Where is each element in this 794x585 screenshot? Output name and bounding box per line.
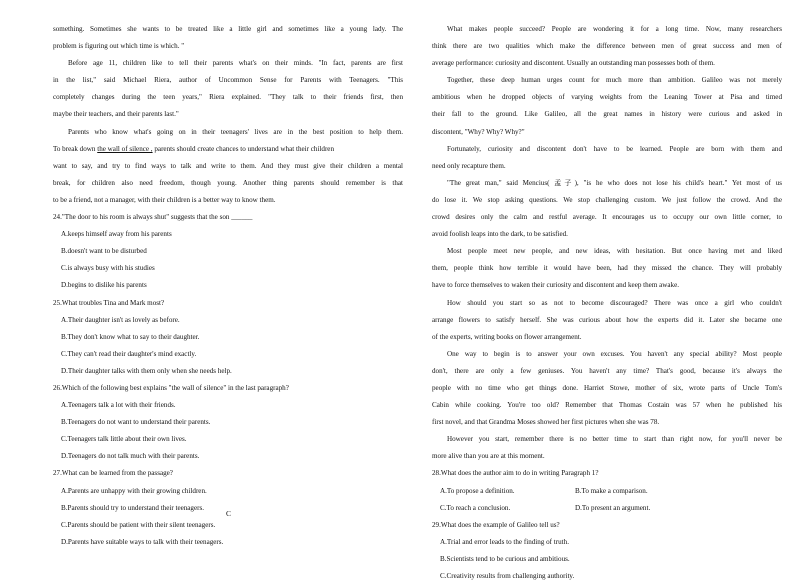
paragraph-line: something. Sometimes she wants to be treated like a little girl and sometimes like a young lady. The: [53, 25, 403, 33]
answer-option: D.begins to dislike his parents: [61, 281, 147, 290]
answer-option: B.Teenagers do not want to understand their parents.: [61, 418, 211, 427]
paragraph-line: them, people think how terrible it would have been, had they missed the chance. They will probably: [432, 264, 782, 273]
text-span: To break down: [53, 144, 98, 153]
answer-option: A.Teenagers talk a lot with their friends.: [61, 401, 176, 410]
answer-option-row: [432, 500, 782, 517]
answer-option: A.Parents are unhappy with their growing children.: [61, 486, 207, 495]
paragraph-line: "The great man," said Mencius( 孟子), "is he who does not lose his child's heart." Yet most of us: [447, 178, 782, 187]
paragraph-line: in the list," said Michael Riera, author of Uncommon Sense for Parents with Teenagers. "This: [53, 76, 403, 85]
answer-option: B.Scientists tend to be curious and ambitious.: [440, 554, 570, 563]
paragraph-line: people with no time who get things done. Harriet Stowe, mother of six, wrote parts of Uncle Tom's: [432, 383, 782, 392]
paragraph-line: completely changes during the teen years," Riera explained. "They talk to their friends first, then: [53, 93, 403, 102]
paragraph-line: to be a friend, not a manager, with their children is a better way to know them.: [53, 195, 276, 204]
paragraph-line: average performance: curiosity and discontent. Usually an outstanding man possesses both of them.: [432, 59, 715, 68]
paragraph-line: discontent, "Why? Why? Why?": [432, 127, 525, 136]
answer-option: B.To make a comparison.: [575, 486, 648, 495]
answer-option-row: [432, 483, 782, 500]
paragraph-line: crowd desires only the calm and restful average. It encourages us to occupy our own little corner, to: [432, 213, 782, 222]
question-stem: 25.What troubles Tina and Mark most?: [53, 298, 165, 307]
paragraph-line: Parents who know what's going on in their teenagers' lives are in the best position to help them.: [68, 127, 403, 136]
paragraph-line: break, for children also need freedom, though young. Another thing parents should remember is that: [53, 178, 403, 187]
question-stem: 27.What can be learned from the passage?: [53, 469, 173, 478]
answer-option: D.Teenagers do not talk much with their parents.: [61, 452, 200, 461]
paragraph-line: do lose it. We stop asking questions. We stop challenging custom. We just follow the crowd. And the: [432, 195, 782, 204]
paragraph-line: What makes people succeed? People are wondering it for a long time. Now, many researchers: [447, 25, 782, 33]
paragraph-line: more alive than you are at this moment.: [432, 452, 545, 461]
paragraph-line: [53, 141, 403, 158]
answer-option: D.To present an argument.: [575, 503, 651, 512]
page-footer-mark: C: [226, 509, 232, 518]
question-stem: 29.What does the example of Galileo tell us?: [432, 520, 560, 529]
paragraph-line: maybe their teachers, and their parents last.": [53, 110, 179, 119]
paragraph-line: of the experts, writing books on flower arrangement.: [432, 332, 582, 341]
paragraph-line: arrange flowers to satisfy herself. She was curious about how the experts did it. Later she became one: [432, 315, 782, 324]
paragraph-line: first novel, and that Grandma Moses showed her first pictures when she was 78.: [432, 418, 660, 427]
text-span: parents should create chances to understand what their children: [152, 144, 335, 153]
paragraph-line: Fortunately, curiosity and discontent don't have to be learned. People are born with them and: [447, 144, 782, 153]
paragraph-line: want to say, and try to find ways to talk and write to them. And they must give their children a mental: [53, 161, 403, 170]
question-stem: 26.Which of the following best explains "the wall of silence" in the last paragraph?: [53, 383, 289, 392]
answer-option: A.To propose a definition.: [440, 486, 515, 495]
answer-option: B.Parents should try to understand their teenagers.: [61, 503, 205, 512]
answer-option: C.is always busy with his studies: [61, 264, 155, 273]
paragraph-line: Most people meet new people, and new ideas, with hesitation. But once having met and liked: [447, 247, 782, 256]
answer-option: A.Their daughter isn't as lovely as before.: [61, 315, 180, 324]
answer-option: D.Their daughter talks with them only when she needs help.: [61, 366, 232, 375]
answer-option: C.Parents should be patient with their silent teenagers.: [61, 520, 216, 529]
answer-option: C.Creativity results from challenging authority.: [440, 572, 575, 580]
wall-of-silence-underline: the wall of silence ,: [97, 144, 153, 153]
answer-option: D.Parents have suitable ways to talk with their teenagers.: [61, 537, 224, 546]
question-stem: 28.What does the author aim to do in writing Paragraph 1?: [432, 469, 599, 478]
answer-option: A.keeps himself away from his parents: [61, 230, 172, 239]
answer-option: C.They can't read their daughter's mind exactly.: [61, 349, 197, 358]
left-column: [53, 21, 403, 551]
answer-option: C.To reach a conclusion.: [440, 503, 511, 512]
paragraph-line: don't, there are only a few geniuses. You haven't any time? That's good, because it's always the: [432, 366, 782, 375]
answer-option: A.Trial and error leads to the finding of truth.: [440, 537, 569, 546]
question-stem: 24."The door to his room is always shut" suggests that the son ______: [53, 213, 253, 222]
paragraph-line: problem is figuring out which time is which. ": [53, 42, 185, 51]
paragraph-line: ambitious when he dropped objects of varying weights from the Leaning Tower at Pisa and timed: [432, 93, 782, 102]
paragraph-line: One way to begin is to answer your own excuses. You haven't any special ability? Most people: [447, 349, 782, 358]
answer-option: B.They don't know what to say to their daughter.: [61, 332, 200, 341]
answer-option: C.Teenagers talk little about their own lives.: [61, 435, 187, 444]
paragraph-line: their fall to the ground. Like Galileo, all the great names in history were curious and asked in: [432, 110, 782, 119]
paragraph-line: Before age 11, children like to tell their parents what's on their minds. "In fact, parents are first: [68, 59, 403, 68]
paragraph-line: However you start, remember there is no better time to start than right now, for you'll never be: [447, 435, 782, 444]
paragraph-line: need only recapture them.: [432, 161, 506, 170]
paragraph-line: Cabin while cooking. You're too old? Remember that Thomas Costain was 57 when he published his: [432, 401, 782, 410]
paragraph-line: have to force themselves to waken their curiosity and discontent and keep them awake.: [432, 281, 680, 290]
paragraph-line: think there are two qualities which make the difference between men of great success and men of: [432, 42, 782, 51]
paragraph-line: avoid foolish leaps into the dark, to be satisfied.: [432, 230, 568, 239]
answer-option: B.doesn't want to be disturbed: [61, 247, 147, 256]
right-column: [432, 21, 782, 585]
paragraph-line: Together, these deep human urges count for much more than ambition. Galileo was not merely: [447, 76, 782, 85]
paragraph-line: How should you start so as not to become discouraged? There was once a girl who couldn't: [447, 298, 782, 307]
